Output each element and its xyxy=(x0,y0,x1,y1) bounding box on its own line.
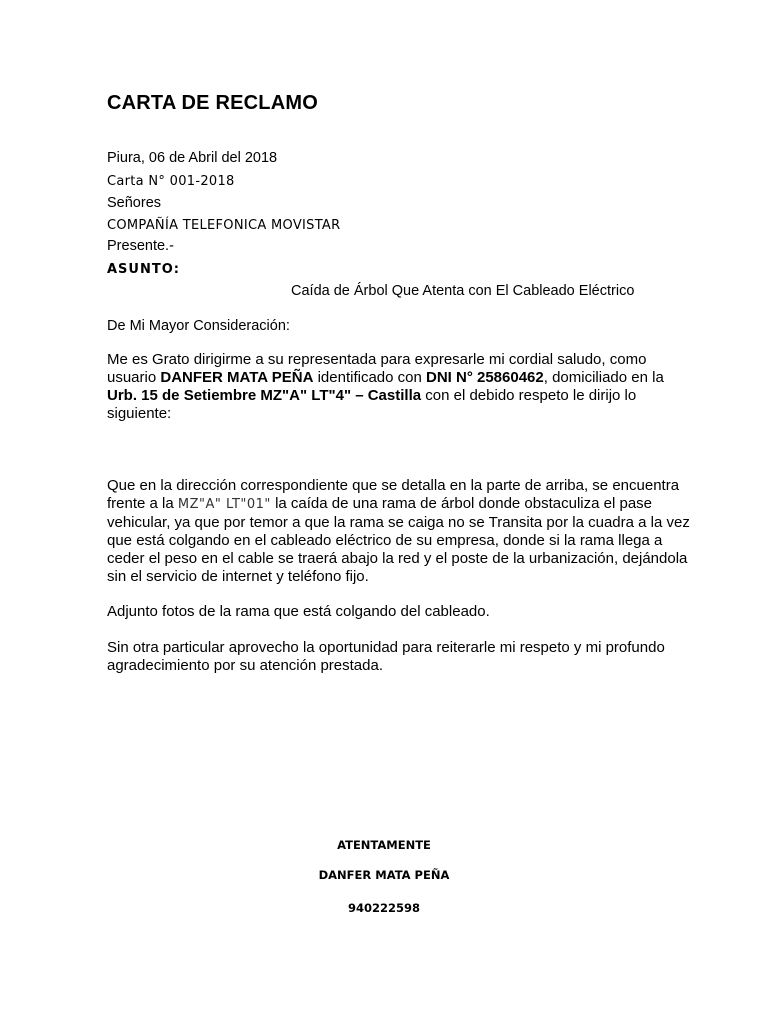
company-name: COMPAÑÍA TELEFONICA MOVISTAR xyxy=(107,218,341,233)
signer-name: DANFER MATA PEÑA xyxy=(318,868,450,882)
greeting: De Mi Mayor Consideración: xyxy=(107,318,290,334)
asunto-label: ASUNTO: xyxy=(107,262,180,277)
letter-title: CARTA DE RECLAMO xyxy=(107,92,318,114)
closing-word: ATENTAMENTE xyxy=(337,838,431,852)
salutation-to: Señores xyxy=(107,195,162,211)
presente: Presente.- xyxy=(107,238,174,254)
lot-reference: MZ"A" LT"01" xyxy=(177,497,271,512)
paragraph-closing: Sin otra particular aprovecho la oportunidad para reiterarle mi respeto y mi profundo agradecimiento por su atención prestada. xyxy=(107,639,665,674)
asunto-text: Caída de Árbol Que Atenta con El Cableado Eléctrico xyxy=(291,283,635,299)
place-date: Piura, 06 de Abril del 2018 xyxy=(107,150,278,166)
sender-name: DANFER MATA PEÑA xyxy=(160,369,314,386)
paragraph-intro: Me es Grato dirigirme a su representada para expresarle mi cordial saludo, como usuario DANFER MATA PEÑA identificado con DNI N° 25860462, domiciliado en la Urb. 15 de Setiembre MZ"A" LT"4" – Castilla con el debido respeto le dirijo lo siguiente: xyxy=(107,351,664,422)
sender-dni: DNI N° 25860462 xyxy=(426,369,544,386)
signer-phone: 940222598 xyxy=(347,901,420,915)
paragraph-attachment: Adjunto fotos de la rama que está colgando del cableado. xyxy=(107,603,490,620)
paragraph-issue: Que en la dirección correspondiente que se detalla en la parte de arriba, se encuentra frente a la MZ"A" LT"01" la caída de una rama de árbol donde obstaculiza el pase vehicular, ya que por temor a que la rama se caiga no se Transita por la cuadra a la vez que está colgando en el cableado eléctrico de su empresa, donde si la rama llega a ceder el peso en el cable se traerá abajo la red y el poste de la urbanización, dejándola sin el servicio de internet y teléfono fijo. xyxy=(107,477,690,585)
sender-address: Urb. 15 de Setiembre MZ"A" LT"4" – Castilla xyxy=(107,387,422,404)
carta-number: Carta N° 001-2018 xyxy=(107,174,235,189)
